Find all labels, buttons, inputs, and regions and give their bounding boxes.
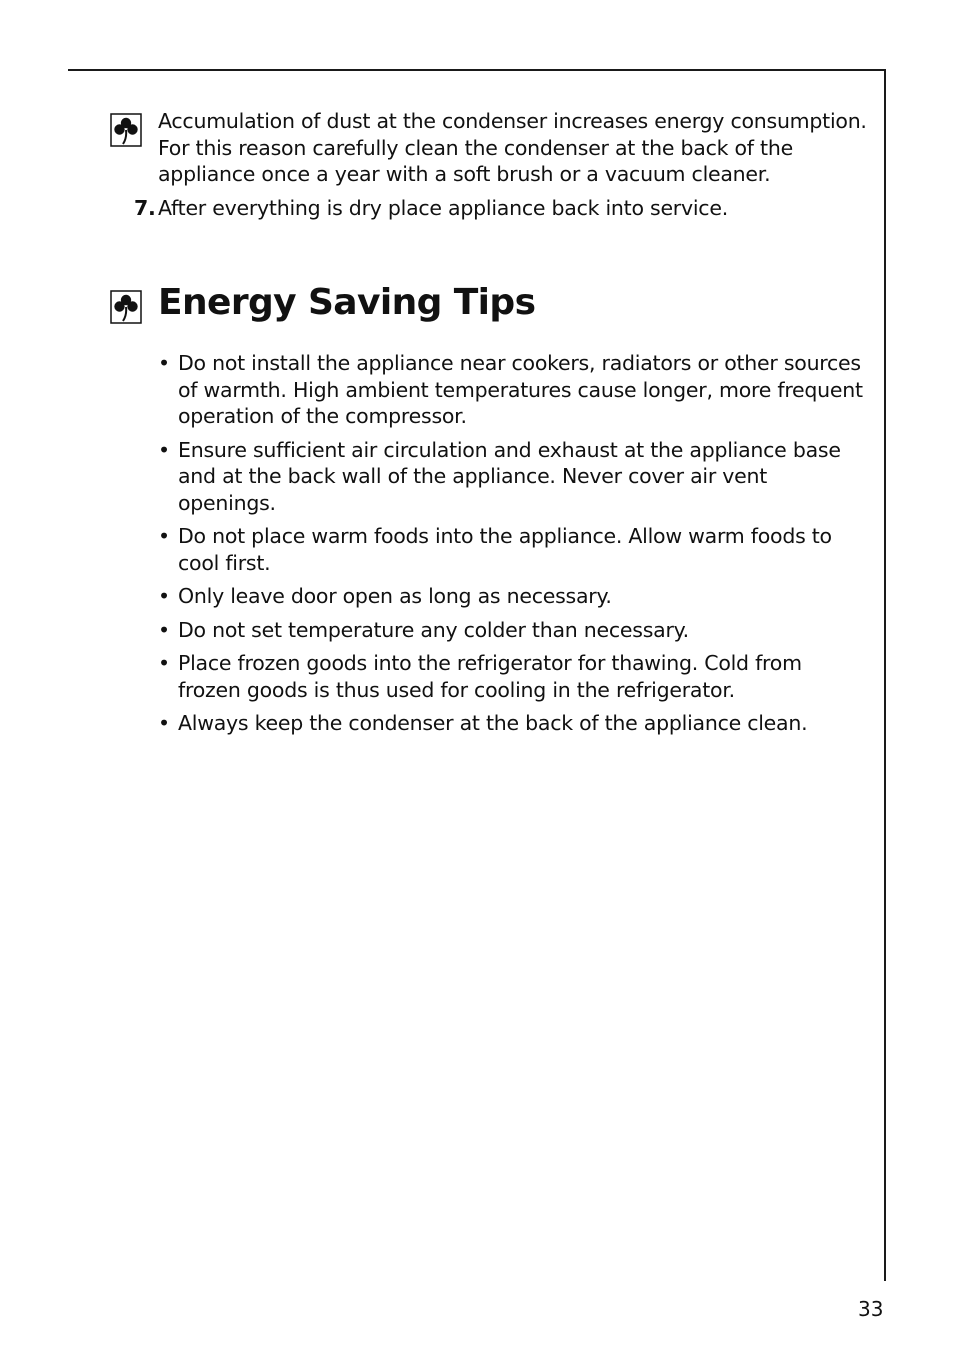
step-number: 7. [134, 196, 156, 220]
bullet: • [158, 524, 170, 548]
environment-clover-icon [110, 290, 142, 324]
tip-item [158, 523, 870, 576]
tip-text: Only leave door open as long as necessary. [178, 584, 612, 608]
tip-text: Do not place warm foods into the appliance. Allow warm foods to cool first. [178, 524, 832, 575]
tip-item [158, 583, 870, 610]
energy-tips-list [158, 350, 870, 744]
environment-clover-icon [110, 113, 142, 147]
section-title: Energy Saving Tips [158, 282, 536, 323]
tip-item [158, 350, 870, 430]
page-top-rule [68, 69, 886, 71]
bullet: • [158, 711, 170, 735]
condenser-note: Accumulation of dust at the condenser increases energy consumption. For this reason carefully clean the condenser at the back of the appliance once a year with a soft brush or a vacuum cleaner. [158, 109, 867, 186]
tip-item [158, 437, 870, 517]
bullet: • [158, 584, 170, 608]
page-number: 33 [858, 1297, 884, 1321]
tip-item [158, 617, 870, 644]
step-text: After everything is dry place appliance back into service. [158, 196, 728, 220]
tip-item [158, 650, 870, 703]
page-right-rule [884, 69, 886, 1281]
tip-text: Do not set temperature any colder than necessary. [178, 617, 689, 642]
bullet: • [158, 351, 170, 375]
tip-text: Always keep the condenser at the back of the appliance clean. [178, 711, 808, 735]
tip-item [158, 710, 870, 737]
bullet: • [158, 617, 170, 642]
bullet: • [158, 437, 170, 462]
bullet: • [158, 651, 170, 675]
tip-text: Ensure sufficient air circulation and exhaust at the appliance base and at the back wall of the appliance. Never cover air vent openings. [178, 437, 841, 515]
step-item [134, 195, 874, 222]
tip-text: Do not install the appliance near cookers, radiators or other sources of warmth. High ambient temperatures cause longer, more frequent operation of the compressor. [178, 351, 863, 428]
tip-text: Place frozen goods into the refrigerator for thawing. Cold from frozen goods is thus used for cooling in the refrigerator. [178, 651, 802, 702]
